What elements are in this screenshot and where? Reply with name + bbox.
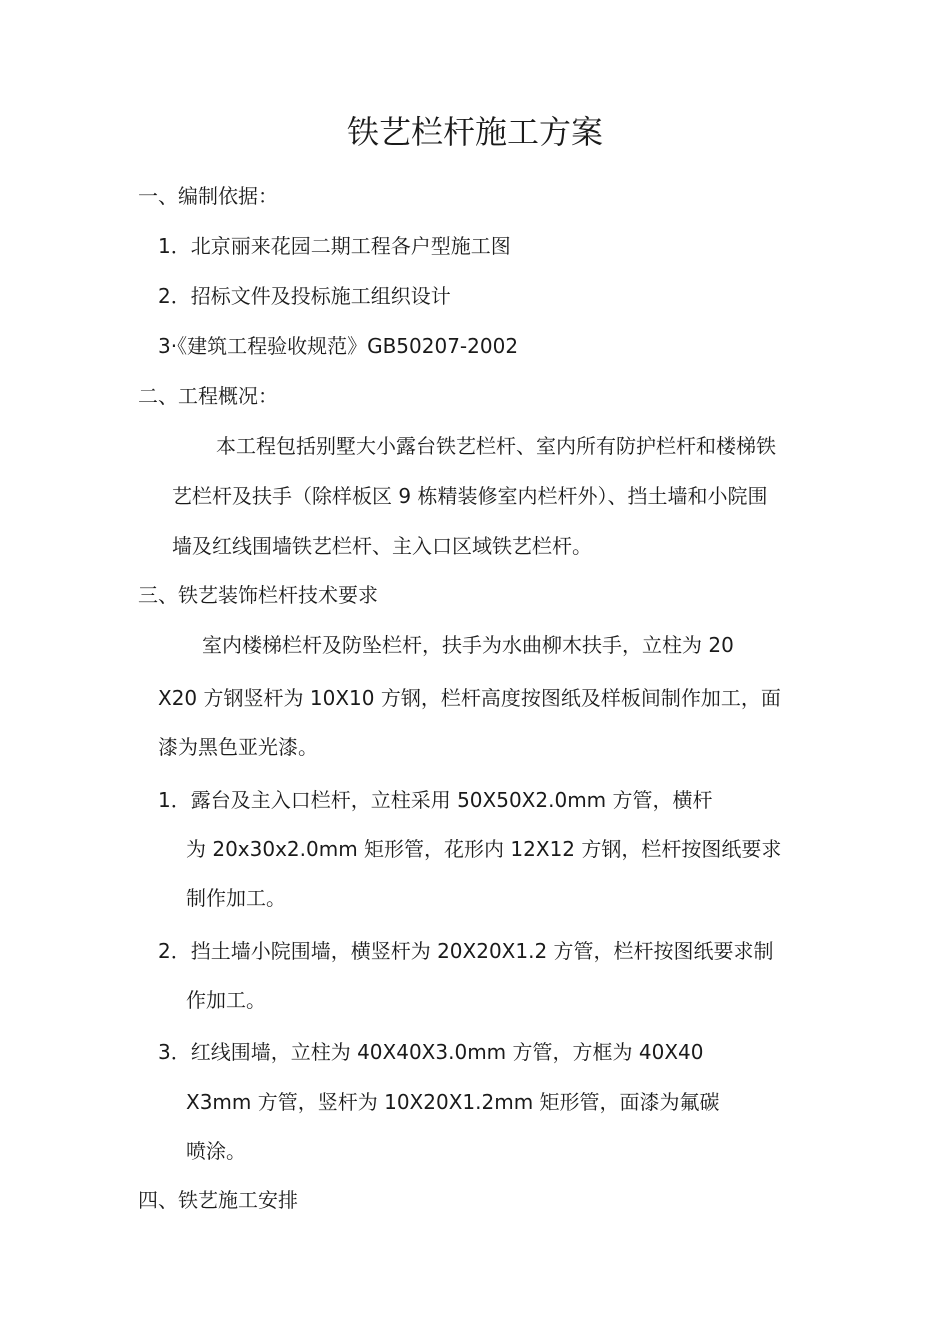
requirement-item-3-line-1: 3．红线围墙，立柱为 40X40X3.0mm 方管，方框为 40X40 bbox=[158, 1040, 704, 1064]
requirement-item-3-line-2: X3mm 方管，竖杆为 10X20X1.2mm 矩形管，面漆为氟碳 bbox=[186, 1090, 720, 1114]
requirement-item-1-line-1: 1．露台及主入口栏杆，立柱采用 50X50X2.0mm 方管，横杆 bbox=[158, 788, 713, 812]
document-title: 铁艺栏杆施工方案 bbox=[346, 113, 603, 151]
section-heading-arrangement: 四、铁艺施工安排 bbox=[138, 1188, 298, 1212]
requirement-item-1-line-2: 为 20x30x2.0mm 矩形管，花形内 12X12 方钢，栏杆按图纸要求 bbox=[186, 837, 782, 861]
section-heading-overview: 二、工程概况： bbox=[138, 384, 278, 408]
requirements-intro-line-1: 室内楼梯栏杆及防坠栏杆，扶手为水曲柳木扶手，立柱为 20 bbox=[202, 633, 734, 657]
basis-item-1: 1．北京丽来花园二期工程各户型施工图 bbox=[158, 234, 511, 258]
overview-line-1: 本工程包括别墅大小露台铁艺栏杆、室内所有防护栏杆和楼梯铁 bbox=[216, 434, 776, 458]
requirements-intro-line-2: X20 方钢竖杆为 10X10 方钢，栏杆高度按图纸及样板间制作加工，面 bbox=[158, 686, 781, 710]
requirements-intro-line-3: 漆为黑色亚光漆。 bbox=[158, 735, 318, 759]
requirement-item-3-line-3: 喷涂。 bbox=[186, 1139, 246, 1163]
requirement-item-2-line-1: 2．挡土墙小院围墙，横竖杆为 20X20X1.2 方管，栏杆按图纸要求制 bbox=[158, 939, 774, 963]
section-heading-basis: 一、编制依据： bbox=[138, 184, 278, 208]
basis-item-3: 3·《建筑工程验收规范》GB50207-2002 bbox=[158, 334, 519, 358]
overview-line-2: 艺栏杆及扶手（除样板区 9 栋精装修室内栏杆外）、挡土墙和小院围 bbox=[172, 484, 768, 508]
basis-item-2: 2．招标文件及投标施工组织设计 bbox=[158, 284, 451, 308]
requirement-item-2-line-2: 作加工。 bbox=[186, 988, 266, 1012]
requirement-item-1-line-3: 制作加工。 bbox=[186, 886, 286, 910]
section-heading-requirements: 三、铁艺装饰栏杆技术要求 bbox=[138, 583, 378, 607]
overview-line-3: 墙及红线围墙铁艺栏杆、主入口区域铁艺栏杆。 bbox=[172, 534, 592, 558]
